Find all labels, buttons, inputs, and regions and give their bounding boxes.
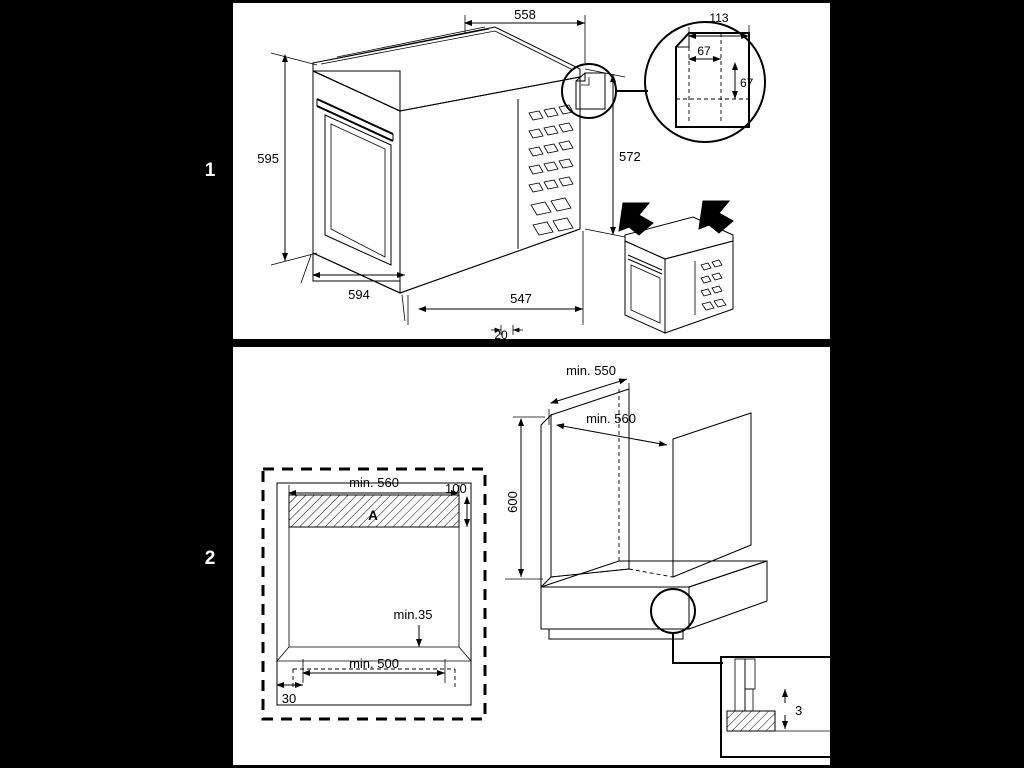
label-min-560-front: min. 560 — [349, 475, 399, 490]
label-A: A — [368, 508, 378, 523]
label-113: 113 — [709, 11, 729, 25]
label-100: 100 — [445, 481, 467, 496]
label-30: 30 — [281, 691, 297, 706]
label-67-height: 67 — [740, 76, 754, 90]
panel-cabinet-dimensions — [233, 347, 830, 765]
label-min-550: min. 550 — [566, 363, 616, 378]
step-number-2: 2 — [204, 548, 216, 569]
cabinet-dimension-drawing — [233, 347, 830, 765]
label-20: 20 — [494, 328, 508, 339]
oven-dimension-drawing — [233, 3, 830, 339]
label-547: 547 — [510, 291, 532, 306]
label-594: 594 — [348, 287, 370, 302]
label-min-500: min. 500 — [349, 656, 399, 671]
label-67-width: 67 — [697, 44, 711, 58]
label-min-35: min.35 — [393, 607, 433, 622]
label-600: 600 — [505, 491, 520, 513]
label-595: 595 — [257, 151, 279, 166]
label-3: 3 — [795, 703, 803, 718]
step-number-1: 1 — [204, 160, 216, 181]
panel-oven-dimensions — [233, 3, 830, 339]
label-558: 558 — [514, 7, 536, 22]
label-min-560-iso: min. 560 — [586, 411, 636, 426]
label-572: 572 — [619, 149, 641, 164]
